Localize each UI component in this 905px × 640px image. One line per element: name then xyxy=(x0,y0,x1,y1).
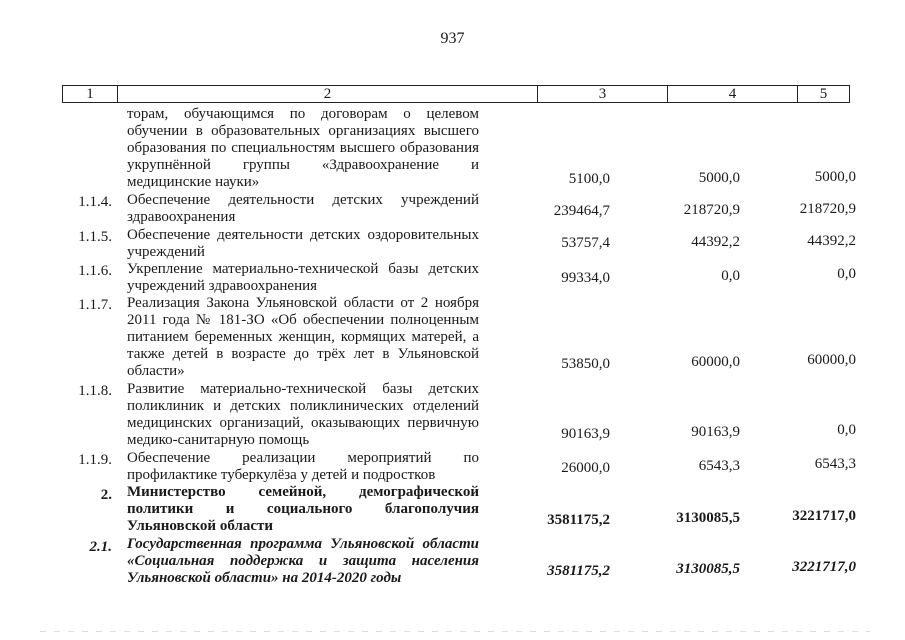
value-col-5: 0,0 xyxy=(837,422,856,438)
row-number: 1.1.9. xyxy=(78,452,112,468)
row-description: Обеспечение деятельности детских оздоровительных учреждений xyxy=(127,227,479,260)
column-header-2: 2 xyxy=(118,86,538,102)
value-col-4: 3130085,5 xyxy=(676,510,740,526)
column-header-3: 3 xyxy=(538,86,668,102)
row-number: 1.1.4. xyxy=(78,194,112,210)
value-col-4: 44392,2 xyxy=(691,234,740,250)
row-description: Государственная программа Ульяновской области «Социальная поддержка и защита населения Ульяновской области» на 2014-2020 годы xyxy=(127,536,479,586)
row-description: Развитие материально-технической базы детских поликлиник и детских поликлинических отделений медицинских организаций, оказывающих первичную медико-санитарную помощь xyxy=(127,381,479,448)
table-header-row xyxy=(62,85,850,103)
value-col-4: 0,0 xyxy=(721,268,740,284)
row-number: 2. xyxy=(100,487,112,503)
value-col-5: 6543,3 xyxy=(814,456,856,472)
value-col-5: 3221717,0 xyxy=(792,508,856,524)
value-col-4: 218720,9 xyxy=(683,202,740,218)
value-col-5: 5000,0 xyxy=(814,169,856,185)
row-description: Укрепление материально-технической базы детских учреждений здравоохранения xyxy=(127,261,479,294)
row-number: 1.1.6. xyxy=(78,263,112,279)
column-header-5: 5 xyxy=(819,86,828,102)
value-col-4: 6543,3 xyxy=(698,458,740,474)
row-number: 2.1. xyxy=(89,539,112,555)
value-col-3: 26000,0 xyxy=(561,460,610,476)
value-col-5: 44392,2 xyxy=(807,233,856,249)
value-col-3: 90163,9 xyxy=(561,426,610,442)
value-col-5: 3221717,0 xyxy=(792,559,856,575)
row-description: Реализация Закона Ульяновской области от 2 ноября 2011 года № 181-ЗО «Об обеспечении полноценным питанием беременных женщин, кормящих матерей, а также детей в возрасте до трёх лет в Ульяновской области» xyxy=(127,295,479,379)
value-col-4: 60000,0 xyxy=(691,354,740,370)
row-description: Обеспечение деятельности детских учреждений здравоохранения xyxy=(127,192,479,225)
row-description: Обеспечение реализации мероприятий по профилактике туберкулёза у детей и подростков xyxy=(127,450,479,483)
value-col-3: 53850,0 xyxy=(561,356,610,372)
page-number: 937 xyxy=(440,30,465,47)
row-number: 1.1.5. xyxy=(78,229,112,245)
scan-artifact-line xyxy=(40,631,870,632)
value-col-3: 3581175,2 xyxy=(547,512,610,528)
value-col-3: 99334,0 xyxy=(561,270,610,286)
column-header-1: 1 xyxy=(63,86,118,102)
row-number: 1.1.8. xyxy=(78,383,112,399)
value-col-4: 3130085,5 xyxy=(676,561,740,577)
row-description: торам, обучающимся по договорам о целевом обучении в образовательных организациях высшего образования по специальностям высшего образования укрупнённой группы «Здравоохранение и медицинские науки» xyxy=(127,106,479,190)
value-col-4: 5000,0 xyxy=(698,170,740,186)
column-header-4: 4 xyxy=(668,86,798,102)
row-description: Министерство семейной, демографической политики и социального благополучия Ульяновской области xyxy=(127,484,479,534)
value-col-3: 3581175,2 xyxy=(547,563,610,579)
value-col-3: 5100,0 xyxy=(568,171,610,187)
value-col-5: 0,0 xyxy=(837,266,856,282)
value-col-4: 90163,9 xyxy=(691,424,740,440)
value-col-3: 53757,4 xyxy=(561,235,610,251)
row-number: 1.1.7. xyxy=(78,297,112,313)
value-col-5: 60000,0 xyxy=(807,352,856,368)
value-col-3: 239464,7 xyxy=(553,203,610,219)
value-col-5: 218720,9 xyxy=(799,201,856,217)
